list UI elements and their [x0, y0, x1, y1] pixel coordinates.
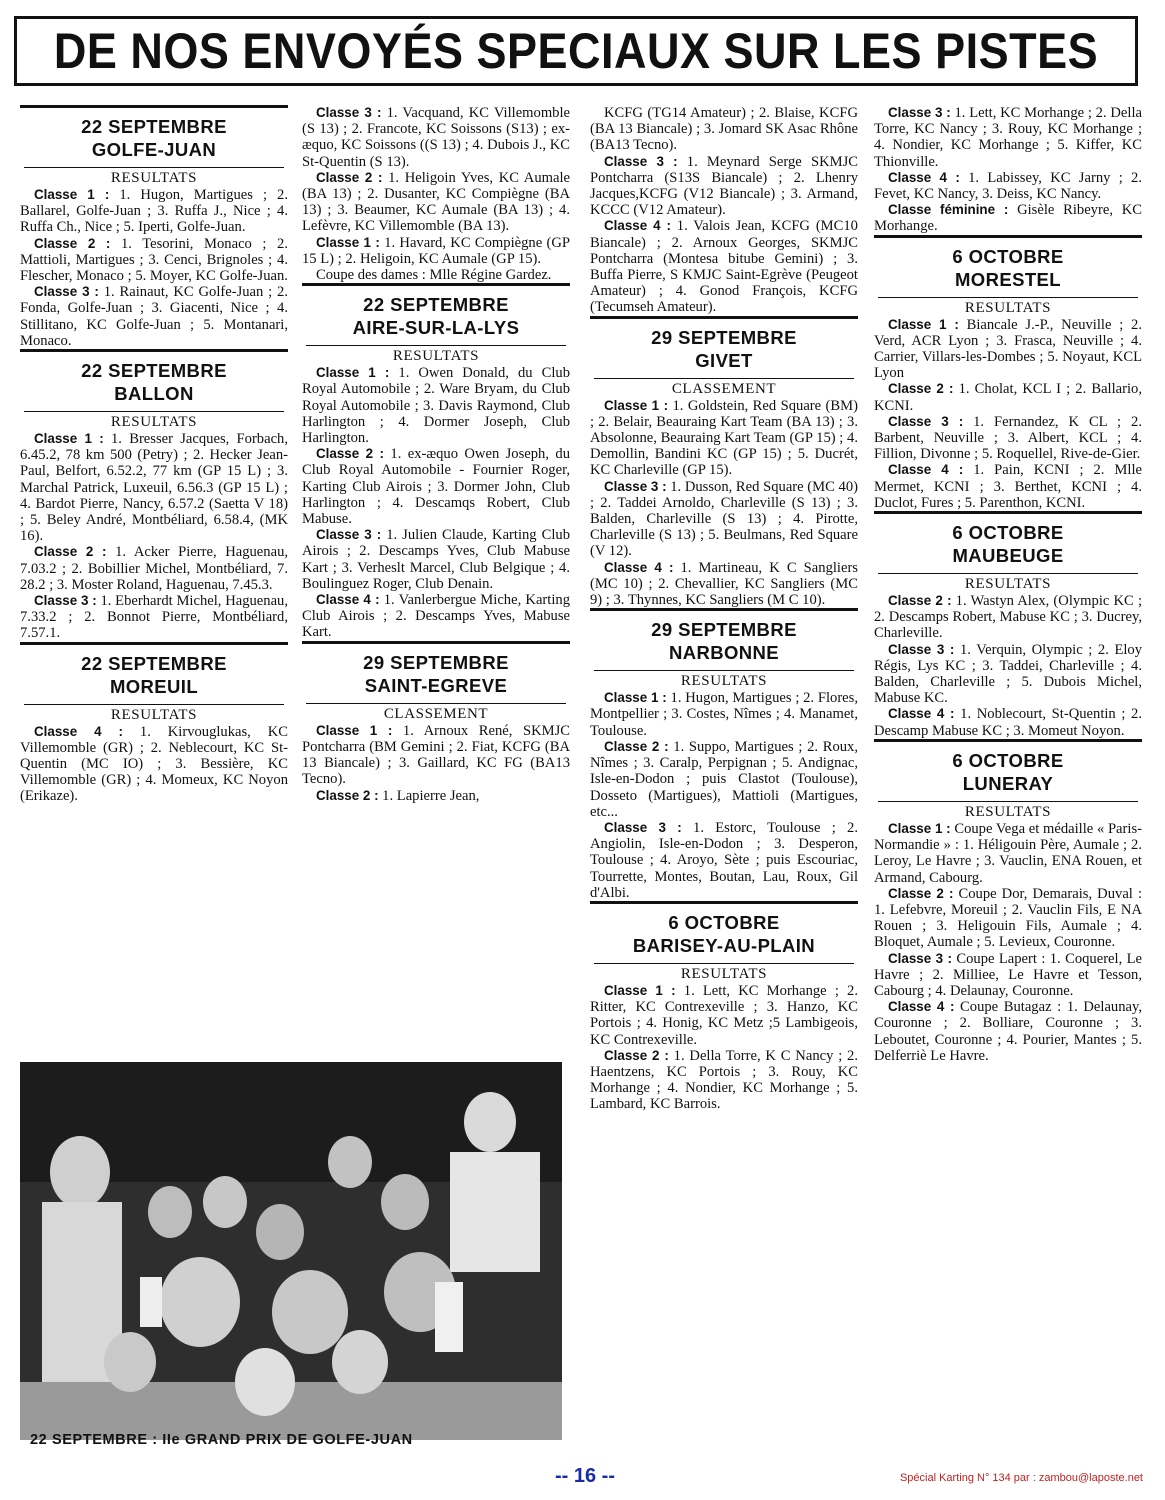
- result-entry: [20, 593, 288, 642]
- class-label: Classe 4 :: [604, 218, 671, 234]
- result-text: 1. Lett, KC Morhange ; 2. Della Torre, KC Nancy ; 3. Rouy, KC Morhange ; 4. Nondier, KC Morhange ; 5. Kiffer, KC Thionville.: [874, 105, 1142, 170]
- class-label: Classe 3 :: [888, 950, 952, 966]
- result-entry: [302, 446, 570, 527]
- group-photo: [20, 1062, 562, 1440]
- result-entry: [302, 365, 570, 446]
- result-entry: [20, 431, 288, 544]
- class-label: Classe 3 :: [888, 413, 964, 429]
- result-text: 1. Lapierre Jean,: [378, 787, 480, 804]
- result-entry: [874, 202, 1142, 234]
- result-entry: [302, 723, 570, 788]
- class-label: Classe 3 :: [888, 641, 955, 657]
- result-entry: [874, 886, 1142, 951]
- class-label: Classe 2 :: [604, 1047, 669, 1063]
- class-label: Classe 4 :: [888, 169, 960, 185]
- class-label: Classe 2 :: [34, 544, 107, 560]
- result-entry: [590, 739, 858, 820]
- result-text: 1. Heligoin Yves, KC Aumale (BA 13) ; 2. Dusanter, KC Compiègne (BA 13) ; 3. Beaumer, KC Aumale (BA 13) ; 4. Lefèvre, KC Villemomble (BA 13).: [302, 169, 570, 235]
- section-heading: [20, 105, 288, 167]
- section-subheading: RESULTATS: [878, 297, 1138, 317]
- class-label: Classe 3 :: [888, 105, 951, 120]
- section-heading: [20, 642, 288, 704]
- page-credit: Spécial Karting N° 134 par : zambou@laposte.net: [899, 1472, 1143, 1484]
- section-heading: [590, 608, 858, 670]
- result-text: Coupe Vega et médaille « Paris-Normandie » : 1. Héligouin Père, Aumale ; 2. Leroy, Le Havre ; 3. Vauclin, ENA Rouen, et Armand, Cabourg.: [874, 820, 1142, 886]
- class-label: Classe 4 :: [604, 559, 674, 575]
- result-entry: [590, 983, 858, 1048]
- result-text: 1. Julien Claude, Karting Club Airois ; 2. Descamps Yves, Club Mabuse Kart ; 3. Verheslt Marcel, Club Belgique ; 4. Boulinguez Roger, Club Denain.: [302, 527, 570, 592]
- section-place: MORESTEL: [955, 268, 1061, 290]
- section-subheading: RESULTATS: [24, 167, 284, 187]
- page-banner: [14, 16, 1138, 86]
- column-3: [590, 105, 858, 1113]
- result-entry: [590, 218, 858, 315]
- class-label: Classe 1 :: [34, 187, 110, 202]
- result-entry: [874, 706, 1142, 738]
- section-place: LUNERAY: [962, 772, 1054, 794]
- result-text: 1. Kirvouglukas, KC Villemomble (GR) ; 2. Neblecourt, KC St-Quentin (MC IO) ; 3. Bessière, KC Villemomble (GR) ; 4. Momeux, KC Noyon (Erikaze).: [20, 723, 288, 805]
- result-text: 1. Owen Donald, du Club Royal Automobile ; 2. Ware Bryam, du Club Royal Automobile ; 3. Davis Raymond, Club Harlington ; 4. Dormer Joseph, Club Harlington.: [302, 365, 570, 447]
- result-entry: [874, 821, 1142, 886]
- class-label: Classe 4 :: [34, 723, 124, 739]
- result-entry: [874, 593, 1142, 642]
- section-date: 29 SEPTEMBRE: [651, 619, 797, 641]
- result-text: 1. Tesorini, Monaco ; 2. Mattioli, Martigues ; 3. Cenci, Brignoles ; 4. Flescher, Monaco ; 5. Moyer, KC Golfe-Juan.: [20, 235, 288, 285]
- result-entry: [590, 398, 858, 479]
- class-label: Classe 4 :: [888, 999, 955, 1015]
- class-label: Classe 1 :: [34, 431, 104, 447]
- page-number: -- 16 --: [555, 1465, 615, 1487]
- class-label: Classe 1 :: [604, 690, 667, 706]
- result-text: 1. Fernandez, K CL ; 2. Barbent, Neuville ; 3. Albert, KCL ; 4. Fillion, Divonne ; 5. Roquellel, Rive-de-Gier.: [874, 413, 1142, 463]
- section-subheading: RESULTATS: [878, 573, 1138, 593]
- result-entry: [302, 105, 570, 170]
- class-label: Classe 1 :: [888, 820, 951, 836]
- section-heading: [874, 235, 1142, 297]
- result-text: 1. Vanlerbergue Miche, Karting Club Airois ; 2. Descamps Yves, Mabuse Kart.: [302, 592, 570, 641]
- section-place: SAINT-EGREVE: [364, 674, 508, 696]
- column-1: [20, 105, 288, 805]
- result-entry: [20, 284, 288, 349]
- result-text: 1. Bresser Jacques, Forbach, 6.45.2, 78 km 500 (Petry) ; 2. Hecker Jean-Paul, Belfort, 6.52.2, 77 km (GP 15 L) ; 3. Marchal Patrick, Luxeuil, 6.56.3 (GP 15 L) ; 4. Bardot Pierre, Nancy, 6.57.2 (Saetta V 18) ; 5. Beley André, Montbéliard, 6.58.4, (MK 16).: [20, 431, 288, 545]
- section-place: GIVET: [695, 349, 753, 371]
- section-heading: [874, 511, 1142, 573]
- section-date: 6 OCTOBRE: [952, 522, 1064, 544]
- result-text: 1. Goldstein, Red Square (BM) ; 2. Belair, Beauraing Kart Team (BA 13) ; 3. Absolonne, Beauraing Kart Team (GP 15) ; 4. Demollin, Bandini KC (GP 15) ; 5. Ducrét, KC Charleville (GP 15).: [590, 397, 858, 479]
- section-subheading: RESULTATS: [24, 411, 284, 431]
- result-text: 1. Wastyn Alex, (Olympic KC ; 2. Descamps Robert, Mabuse KC ; 3. Ducrey, Charleville.: [874, 593, 1142, 642]
- result-text: 1. Della Torre, K C Nancy ; 2. Haentzens, KC Portois ; 3. Rouy, KC Morhange ; 4. Nondier, KC Morhange ; 5. Lambard, KC Barrois.: [590, 1047, 859, 1113]
- result-entry: [302, 170, 570, 235]
- result-entry: [874, 381, 1142, 413]
- class-label: Classe 2 :: [316, 169, 383, 185]
- class-label: Classe 3 :: [316, 527, 382, 543]
- banner-title: DE NOS ENVOYÉS SPECIAUX SUR LES PISTES: [53, 21, 1099, 80]
- section-subheading: RESULTATS: [306, 345, 566, 365]
- result-text: Gisèle Ribeyre, KC Morhange.: [874, 202, 1142, 235]
- class-label: Classe 1 :: [316, 234, 380, 250]
- result-entry: [302, 592, 570, 641]
- section-place: NARBONNE: [668, 642, 780, 664]
- class-label: Classe 3 :: [604, 819, 682, 835]
- result-entry: [302, 788, 570, 804]
- column-2: [302, 105, 570, 804]
- section-heading: [590, 901, 858, 963]
- result-text: 1. Lett, KC Morhange ; 2. Ritter, KC Contrexeville ; 3. Hanzo, KC Portois ; 4. Honig, KC Metz ;5 Lambigeois, KC Contrexeville.: [590, 982, 858, 1048]
- class-label: Classe 1 :: [604, 982, 676, 998]
- section-place: GOLFE-JUAN: [91, 139, 217, 160]
- result-entry: [874, 317, 1142, 382]
- result-text: 1. Estorc, Toulouse ; 2. Angiolin, Isle-en-Dodon ; 3. Desperon, Toulouse ; 4. Aroyo, Sète ; puis Escouriac, Tourrette, Montes, Boutan, Lau, Roux, Gil d'Albi.: [590, 819, 858, 901]
- result-text: 1. Labissey, KC Jarny ; 2. Fevet, KC Nancy, 3. Deiss, KC Nancy.: [874, 169, 1143, 203]
- section-date: 29 SEPTEMBRE: [363, 651, 509, 673]
- class-label: Classe 2 :: [888, 885, 954, 901]
- section-date: 6 OCTOBRE: [668, 911, 780, 933]
- section-heading: [20, 349, 288, 411]
- class-label: Classe 1 :: [316, 722, 393, 738]
- section-heading: [302, 641, 570, 703]
- result-text: 1. Suppo, Martigues ; 2. Roux, Nîmes ; 3. Caralp, Perpignan ; 5. Andignac, Isle-en-Dodon ; puis Clastot (Toulouse), Dosseto (Martigues), Mattioli (Martigues, etc...: [590, 738, 859, 820]
- result-entry: [590, 820, 858, 901]
- class-label: Classe 2 :: [34, 235, 111, 251]
- result-text: 1. Hugon, Martigues ; 2. Flores, Montpellier ; 3. Costes, Nîmes ; 4. Manamet, Toulouse.: [590, 690, 858, 739]
- class-label: Classe 3 :: [34, 593, 97, 609]
- class-label: Classe 3 :: [604, 153, 678, 169]
- section-date: 22 SEPTEMBRE: [363, 294, 509, 316]
- section-date: 6 OCTOBRE: [952, 245, 1064, 267]
- section-subheading: RESULTATS: [24, 704, 284, 724]
- section-subheading: RESULTATS: [878, 801, 1138, 821]
- result-entry: [874, 170, 1142, 202]
- result-entry: [20, 187, 288, 236]
- result-text: 1. Verquin, Olympic ; 2. Eloy Régis, Lys KC ; 3. Taddei, Charleville ; 4. Balden, Charleville ; 5. Dubois Michel, Mabuse KC.: [874, 641, 1143, 707]
- result-entry: [20, 544, 288, 593]
- class-label: Classe 2 :: [316, 446, 385, 462]
- result-entry: [302, 235, 570, 267]
- result-text: 1. Vacquand, KC Villemomble (S 13) ; 2. Francote, KC Soissons (S13) ; ex-æquo, KC Soissons ((S 13) ; 4. Dubois J., KC St-Quentin (S 13).: [302, 105, 570, 170]
- section-subheading: RESULTATS: [594, 670, 854, 690]
- class-label: Classe 4 :: [888, 462, 964, 478]
- class-label: Classe 3 :: [316, 105, 382, 120]
- section-subheading: CLASSEMENT: [306, 703, 566, 723]
- result-text: Coupe Butagaz : 1. Delaunay, Couronne ; 2. Bolliare, Couronne ; 3. Leboutet, Couronne ; 4. Pourier, Mantes ; 5. Delferriè Le Havre.: [874, 999, 1142, 1064]
- result-text: 1. Cholat, KCL I ; 2. Ballario, KCNI.: [874, 381, 1143, 414]
- result-text: 1. Meynard Serge SKMJC Pontcharra (S13S Biancale) ; 2. Lhenry Jacques,KCFG (V12 Biancale) ; 3. Armand, KCCC (V12 Amateur).: [590, 153, 858, 219]
- section-place: MOREUIL: [109, 675, 199, 697]
- section-date: 22 SEPTEMBRE: [81, 652, 227, 674]
- class-label: Classe 3 :: [604, 478, 667, 494]
- result-entry: [874, 462, 1142, 511]
- photo-caption: 22 SEPTEMBRE : IIe GRAND PRIX DE GOLFE-JUAN: [30, 1432, 413, 1448]
- result-text: KCFG (TG14 Amateur) ; 2. Blaise, KCFG (BA 13 Biancale) ; 3. Jomard SK Asac Rhône (BA13 Tecno).: [590, 105, 858, 154]
- section-heading: [302, 283, 570, 345]
- result-entry: [20, 236, 288, 285]
- class-label: Classe 2 :: [316, 787, 379, 803]
- column-4: [874, 105, 1142, 1064]
- result-entry: [302, 527, 570, 592]
- result-text: Biancale J.-P., Neuville ; 2. Verd, ACR Lyon ; 3. Frasca, Neuville ; 4. Carrier, Villars-les-Dombes ; 5. Noyaut, KCL Lyon: [874, 316, 1142, 382]
- result-text: Coupe des dames : Mlle Régine Gardez.: [316, 267, 552, 284]
- result-entry: [590, 690, 858, 739]
- class-label: Classe 1 :: [888, 316, 959, 332]
- section-subheading: RESULTATS: [594, 963, 854, 983]
- section-date: 6 OCTOBRE: [952, 749, 1064, 771]
- result-text: Coupe Dor, Demarais, Duval : 1. Lefebvre, Moreuil ; 2. Vauclin Fils, E NA Rouen ; 3. Heligouin Fils, Aumale ; 4. Bloquet, Aumale ; 5. Levieux, Couronne.: [874, 885, 1142, 951]
- result-text: 1. Martineau, K C Sangliers (MC 10) ; 2. Chevallier, KC Sangliers (MC 9) ; 3. Thynnes, KC Sangliers (M C 10).: [590, 559, 858, 609]
- section-heading: [590, 316, 858, 378]
- class-label: Classe 4 :: [888, 706, 955, 722]
- result-text: 1. Noblecourt, St-Quentin ; 2. Descamp Mabuse KC ; 3. Momeut Noyon.: [874, 706, 1142, 739]
- result-entry: [302, 267, 570, 283]
- result-text: 1. Dusson, Red Square (MC 40) ; 2. Taddei Arnoldo, Charleville (S 13) ; 3. Balden, Charleville (S 13) ; 4. Pirotte, Charleville (S 13) ; 5. Beulmans, Red Square (V 12).: [590, 478, 858, 560]
- class-label: Classe 2 :: [888, 381, 954, 397]
- result-entry: [20, 724, 288, 805]
- section-heading: [874, 739, 1142, 801]
- result-text: 1. Rainaut, KC Golfe-Juan ; 2. Fonda, Golfe-Juan ; 3. Giacenti, Nice ; 4. Stillitano, KC Golfe-Juan ; 5. Montanari, Monaco.: [20, 284, 288, 349]
- class-label: Classe féminine :: [888, 202, 1009, 218]
- section-place: AIRE-SUR-LA-LYS: [352, 317, 520, 339]
- result-entry: [874, 951, 1142, 1000]
- class-label: Classe 2 :: [888, 593, 952, 609]
- section-date: 22 SEPTEMBRE: [81, 360, 227, 382]
- result-text: 1. Pain, KCNI ; 2. Mlle Mermet, KCNI ; 3. Berthet, KCNI ; 4. Duclot, Fures ; 5. Parenthon, KCNI.: [874, 462, 1142, 511]
- class-label: Classe 1 :: [604, 397, 669, 413]
- result-text: 1. Acker Pierre, Haguenau, 7.03.2 ; 2. Bobillier Michel, Montbéliard, 7. 28.2 ; 3. Moster Roland, Haguenau, 7.45.3.: [20, 544, 289, 593]
- result-text: 1. Arnoux René, SKMJC Pontcharra (BM Gemini ; 2. Fiat, KCFG (BA 13 Biancale) ; 3. Gaillard, KC FG (BA13 Tecno).: [302, 722, 571, 788]
- result-text: 1. Hugon, Martigues ; 2. Ballarel, Golfe-Juan ; 3. Ruffa J., Nice ; 4. Ruffa Ch., Nice ; 5. Iperti, Golfe-Juan.: [20, 187, 288, 236]
- result-entry: [590, 154, 858, 219]
- result-entry: [874, 642, 1142, 707]
- result-entry: [590, 105, 858, 154]
- result-entry: [874, 105, 1142, 170]
- result-text: Coupe Lapert : 1. Coquerel, Le Havre ; 2. Milliee, Le Havre et Tesson, Cabourg ; 4. Delaunay, Couronne.: [874, 950, 1143, 999]
- section-subheading: CLASSEMENT: [594, 378, 854, 398]
- result-text: 1. Havard, KC Compiègne (GP 15 L) ; 2. Heligoin, KC Aumale (GP 15).: [302, 234, 570, 267]
- class-label: Classe 1 :: [316, 365, 390, 381]
- class-label: Classe 3 :: [34, 284, 99, 300]
- section-place: BALLON: [114, 383, 194, 405]
- result-entry: [590, 1048, 858, 1113]
- result-entry: [590, 479, 858, 560]
- section-place: BARISEY-AU-PLAIN: [632, 934, 816, 956]
- result-text: 1. ex-æquo Owen Joseph, du Club Royal Automobile - Fournier Roger, Karting Club Airois ; 3. Dormer John, Club Harlington ; 4. Descamqs Robert, Club Mabuse.: [302, 446, 570, 528]
- result-text: 1. Eberhardt Michel, Haguenau, 7.33.2 ; 2. Bonnot Pierre, Montbéliard, 7.57.1.: [20, 593, 288, 642]
- class-label: Classe 2 :: [604, 738, 669, 754]
- result-entry: [874, 414, 1142, 463]
- result-text: 1. Valois Jean, KCFG (MC10 Biancale) ; 2. Arnoux Georges, SKMJC Pontcharra (Montesa bitube Gemini) ; 3. Buffa Pierre, S KMJC Saint-Egrève (Peugeot Amateur) ; 4. Gonod François, KCFG (Tecumseh Amateur).: [590, 218, 858, 316]
- section-date: 29 SEPTEMBRE: [651, 326, 797, 348]
- result-entry: [590, 560, 858, 609]
- class-label: Classe 4 :: [316, 592, 380, 608]
- result-entry: [874, 999, 1142, 1064]
- section-date: 22 SEPTEMBRE: [81, 116, 227, 137]
- section-place: MAUBEUGE: [952, 545, 1064, 567]
- group-photo-image: [20, 1062, 562, 1440]
